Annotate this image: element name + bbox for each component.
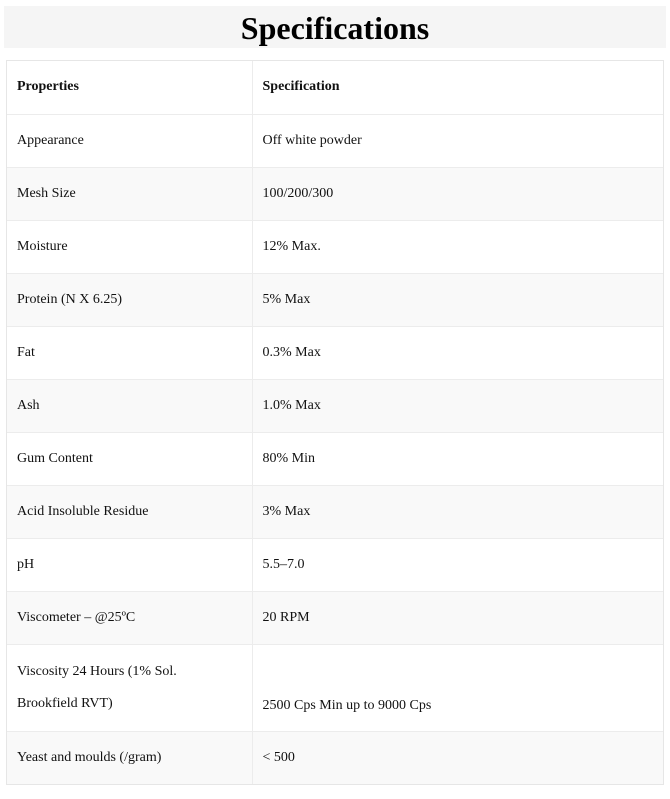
table-row — [7, 731, 663, 784]
page-title: Specifications — [240, 10, 430, 46]
table-header-row — [7, 61, 663, 114]
property-cell: pH — [7, 538, 252, 591]
spec-cell: 80% Min — [252, 432, 663, 485]
table-row — [7, 379, 663, 432]
table-row — [7, 114, 663, 167]
table-row — [7, 167, 663, 220]
spec-cell: Off white powder — [252, 114, 663, 167]
spec-cell: 1.0% Max — [252, 379, 663, 432]
property-line: Brookfield RVT) — [17, 695, 113, 711]
spec-cell: 2500 Cps Min up to 9000 Cps — [252, 644, 663, 731]
property-cell: Mesh Size — [7, 167, 252, 220]
property-cell: Ash — [7, 379, 252, 432]
table-row — [7, 326, 663, 379]
property-line: Viscosity 24 Hours (1% Sol. — [17, 663, 177, 679]
property-cell: Acid Insoluble Residue — [7, 485, 252, 538]
property-cell — [7, 644, 252, 731]
table-row — [7, 644, 663, 731]
spec-cell: 20 RPM — [252, 591, 663, 644]
property-cell: Gum Content — [7, 432, 252, 485]
table-row — [7, 273, 663, 326]
spec-cell: 5% Max — [252, 273, 663, 326]
property-cell: Viscometer – @25ºC — [7, 591, 252, 644]
spec-cell: 3% Max — [252, 485, 663, 538]
specifications-table — [7, 61, 663, 784]
header-specification: Specification — [252, 61, 663, 114]
table-row — [7, 485, 663, 538]
spec-cell: 100/200/300 — [252, 167, 663, 220]
property-cell: Appearance — [7, 114, 252, 167]
spec-cell: < 500 — [252, 731, 663, 784]
property-cell: Fat — [7, 326, 252, 379]
title-bar — [4, 6, 666, 48]
property-cell: Yeast and moulds (/gram) — [7, 731, 252, 784]
spec-cell: 12% Max. — [252, 220, 663, 273]
property-cell: Protein (N X 6.25) — [7, 273, 252, 326]
table-row — [7, 220, 663, 273]
spec-cell: 0.3% Max — [252, 326, 663, 379]
table-row — [7, 432, 663, 485]
header-properties: Properties — [7, 61, 252, 114]
specifications-table-container — [6, 60, 664, 785]
spec-cell: 5.5–7.0 — [252, 538, 663, 591]
table-row — [7, 538, 663, 591]
property-cell: Moisture — [7, 220, 252, 273]
table-row — [7, 591, 663, 644]
